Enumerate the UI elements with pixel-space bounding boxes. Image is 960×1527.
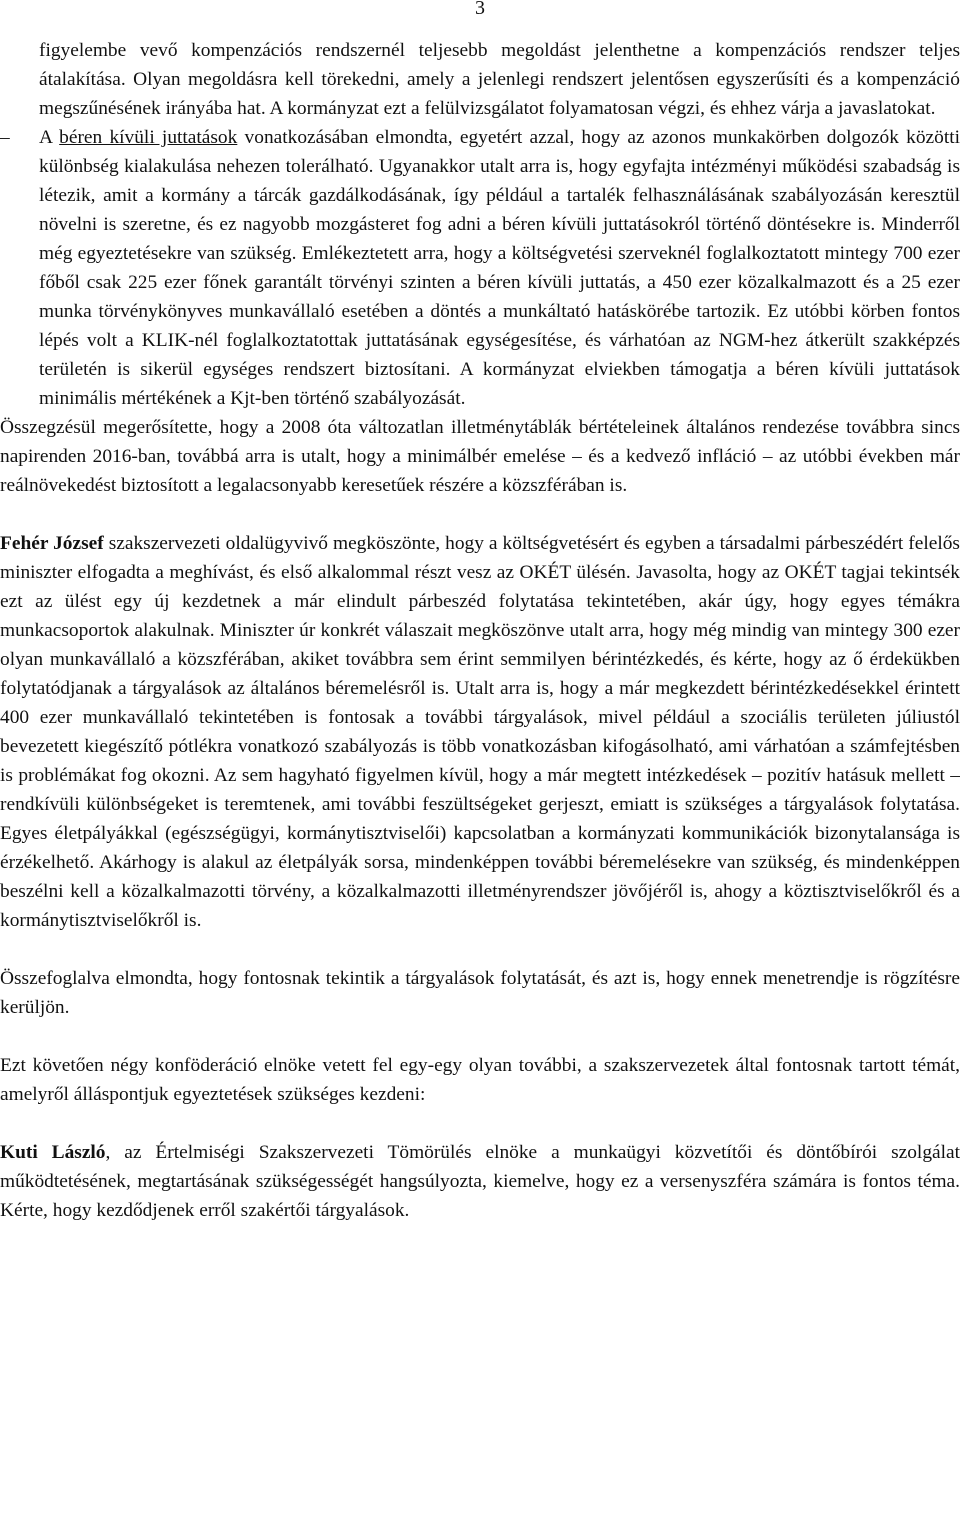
speaker-name: Fehér József <box>0 533 104 554</box>
paragraph-text: Összefoglalva elmondta, hogy fontosnak tekintik a tárgyalások folytatását, és azt is, hogy ennek menetrendje is rögzítésre kerüljön. <box>0 968 960 1018</box>
paragraph-kuti-laszlo <box>0 1138 960 1225</box>
paragraph-text: Összegzésül megerősítette, hogy a 2008 óta változatlan illetménytáblák bértételeinek általános rendezése továbbra sincs napirenden 2016-ban, továbbá arra is utalt, hogy a minimálbér emelése – és a kedvező infláció – az utóbbi években már reálnövekedést biztosított a legalacsonyabb keresetűek részére a közszférában is. <box>0 417 960 496</box>
paragraph-fringe-benefits <box>0 123 960 413</box>
paragraph-confederations <box>0 1051 960 1109</box>
paragraph-text: Ezt követően négy konföderáció elnöke vetett fel egy-egy olyan további, a szakszervezetek által fontosnak tartott témát, amelyről álláspontjuk egyeztetések szükséges kezdeni: <box>0 1055 960 1105</box>
speaker-name: Kuti László <box>0 1142 106 1163</box>
paragraph-compensation-system <box>39 36 960 123</box>
paragraph-gap <box>0 935 960 964</box>
paragraph-feher-jozsef <box>0 529 960 935</box>
paragraph-text: szakszervezeti oldalügyvivő megköszönte, hogy a költségvetésért és egyben a társadalmi párbeszédért felelős miniszter elfogadta a meghívást, és első alkalommal részt vesz az OKÉT ülésén. Javasolta, hogy az OKÉT tagjai tekintsék ezt az ülést egy új kezdetnek a már elindult párbeszéd folytatása tekintetében, akár úgy, hogy egyes témákra munkacsoportok alakulnak. Miniszter úr konkrét válaszait megköszönve utalt arra, hogy még mindig van mintegy 300 ezer olyan munkavállaló a közszférában, akiket továbbra sem érint semmilyen bérintézkedés, és kérte, hogy az ő érdekükben folytatódjanak a tárgyalások az általános béremelésről is. Utalt arra is, hogy a már megkezdett bérintézkedésekkel érintett 400 ezer munkavállaló tekintetében is fontosak a további tárgyalások, mivel például a szociális területen júliustól bevezetett kiegészítő pótlékra vonatkozó szabályozás is több vonatkozásban kifogásolható, ami várhatóan a számfejtésben is problémákat fog okozni. Az sem hagyható figyelmen kívül, hogy a már megtett intézkedések – pozitív hatásuk mellett – rendkívüli különbségeket is teremtenek, ami további feszültségeket gerjeszt, emiatt is szükséges a tárgyalások folytatása. Egyes életpályákkal (egészségügyi, kormánytisztviselői) kapcsolatban a kormányzati kommunikációk bizonytalansága is érzékelhető. Akárhogy is alakul az életpályák sorsa, mindenképpen további béremelésekre van szükség, és mindenképpen beszélni kell a közalkalmazotti törvény, a közalkalmazotti illetményrendszer jövőjéről is, ahogy a köztisztviselőkről és a kormánytisztviselőkről is. <box>0 533 960 931</box>
paragraph-summary <box>0 413 960 500</box>
paragraph-gap <box>0 1022 960 1051</box>
paragraph-gap <box>0 500 960 529</box>
page-number: 3 <box>475 0 485 19</box>
paragraph-text: figyelembe vevő kompenzációs rendszernél teljesebb megoldást jelenthetne a kompenzációs rendszer teljes átalakítása. Olyan megoldásra kell törekedni, amely a jelenlegi rendszert jelentősen egyszerűsíti és a kompenzáció megszűnésének irányába hat. A kormányzat ezt a felülvizsgálatot folyamatosan végzi, és ehhez várja a javaslatokat. <box>39 40 960 119</box>
paragraph-prefix: A <box>39 127 60 148</box>
dash-bullet: – <box>0 127 10 148</box>
paragraph-text: vonatkozásában elmondta, egyetért azzal, hogy az azonos munkakörben dolgozók közötti különbség kialakulása nehezen tolerálható. Ugyanakkor utalt arra is, hogy egyfajta intézményi működési szabadság is létezik, amit a kormány a tárcák gazdálkodásának, így például a tartalék felhasználásának szabályozásán keresztül növelni is szeretne, és ez nagyobb mozgásteret fog adni a béren kívüli juttatásokról történő döntésekre is. Minderről még egyeztetésekre van szükség. Emlékeztetett arra, hogy a költségvetési szerveknél foglalkoztatott mintegy 700 ezer főből csak 225 ezer főnek garantált törvényi szinten a béren kívüli juttatás, a 450 ezer közalkalmazott és a 25 ezer munka törvénykönyves munkavállaló esetében a döntés a munkáltató hatáskörébe tartozik. Ez utóbbi körben fontos lépés volt a KLIK-nél foglalkoztatottak juttatásának egységesítése, és várhatóan az NGM-hez átkerült szakképzés területén is sikerül egységes rendszert biztosítani. A kormányzat elviekben támogatja a béren kívüli juttatások minimális mértékének a Kjt-ben történő szabályozását. <box>39 127 960 409</box>
paragraph-text: , az Értelmiségi Szakszervezeti Tömörülés elnöke a munkaügyi közvetítői és döntőbírói szolgálat működtetésének, megtartásának szükségességét hangsúlyozta, kiemelve, hogy ez a versenyszféra számára is fontos téma. Kérte, hogy kezdődjenek erről szakértői tárgyalások. <box>0 1142 960 1221</box>
underlined-topic: béren kívüli juttatások <box>59 127 238 148</box>
paragraph-gap <box>0 1109 960 1138</box>
document-body <box>0 36 960 1225</box>
paragraph-conclusion <box>0 964 960 1022</box>
